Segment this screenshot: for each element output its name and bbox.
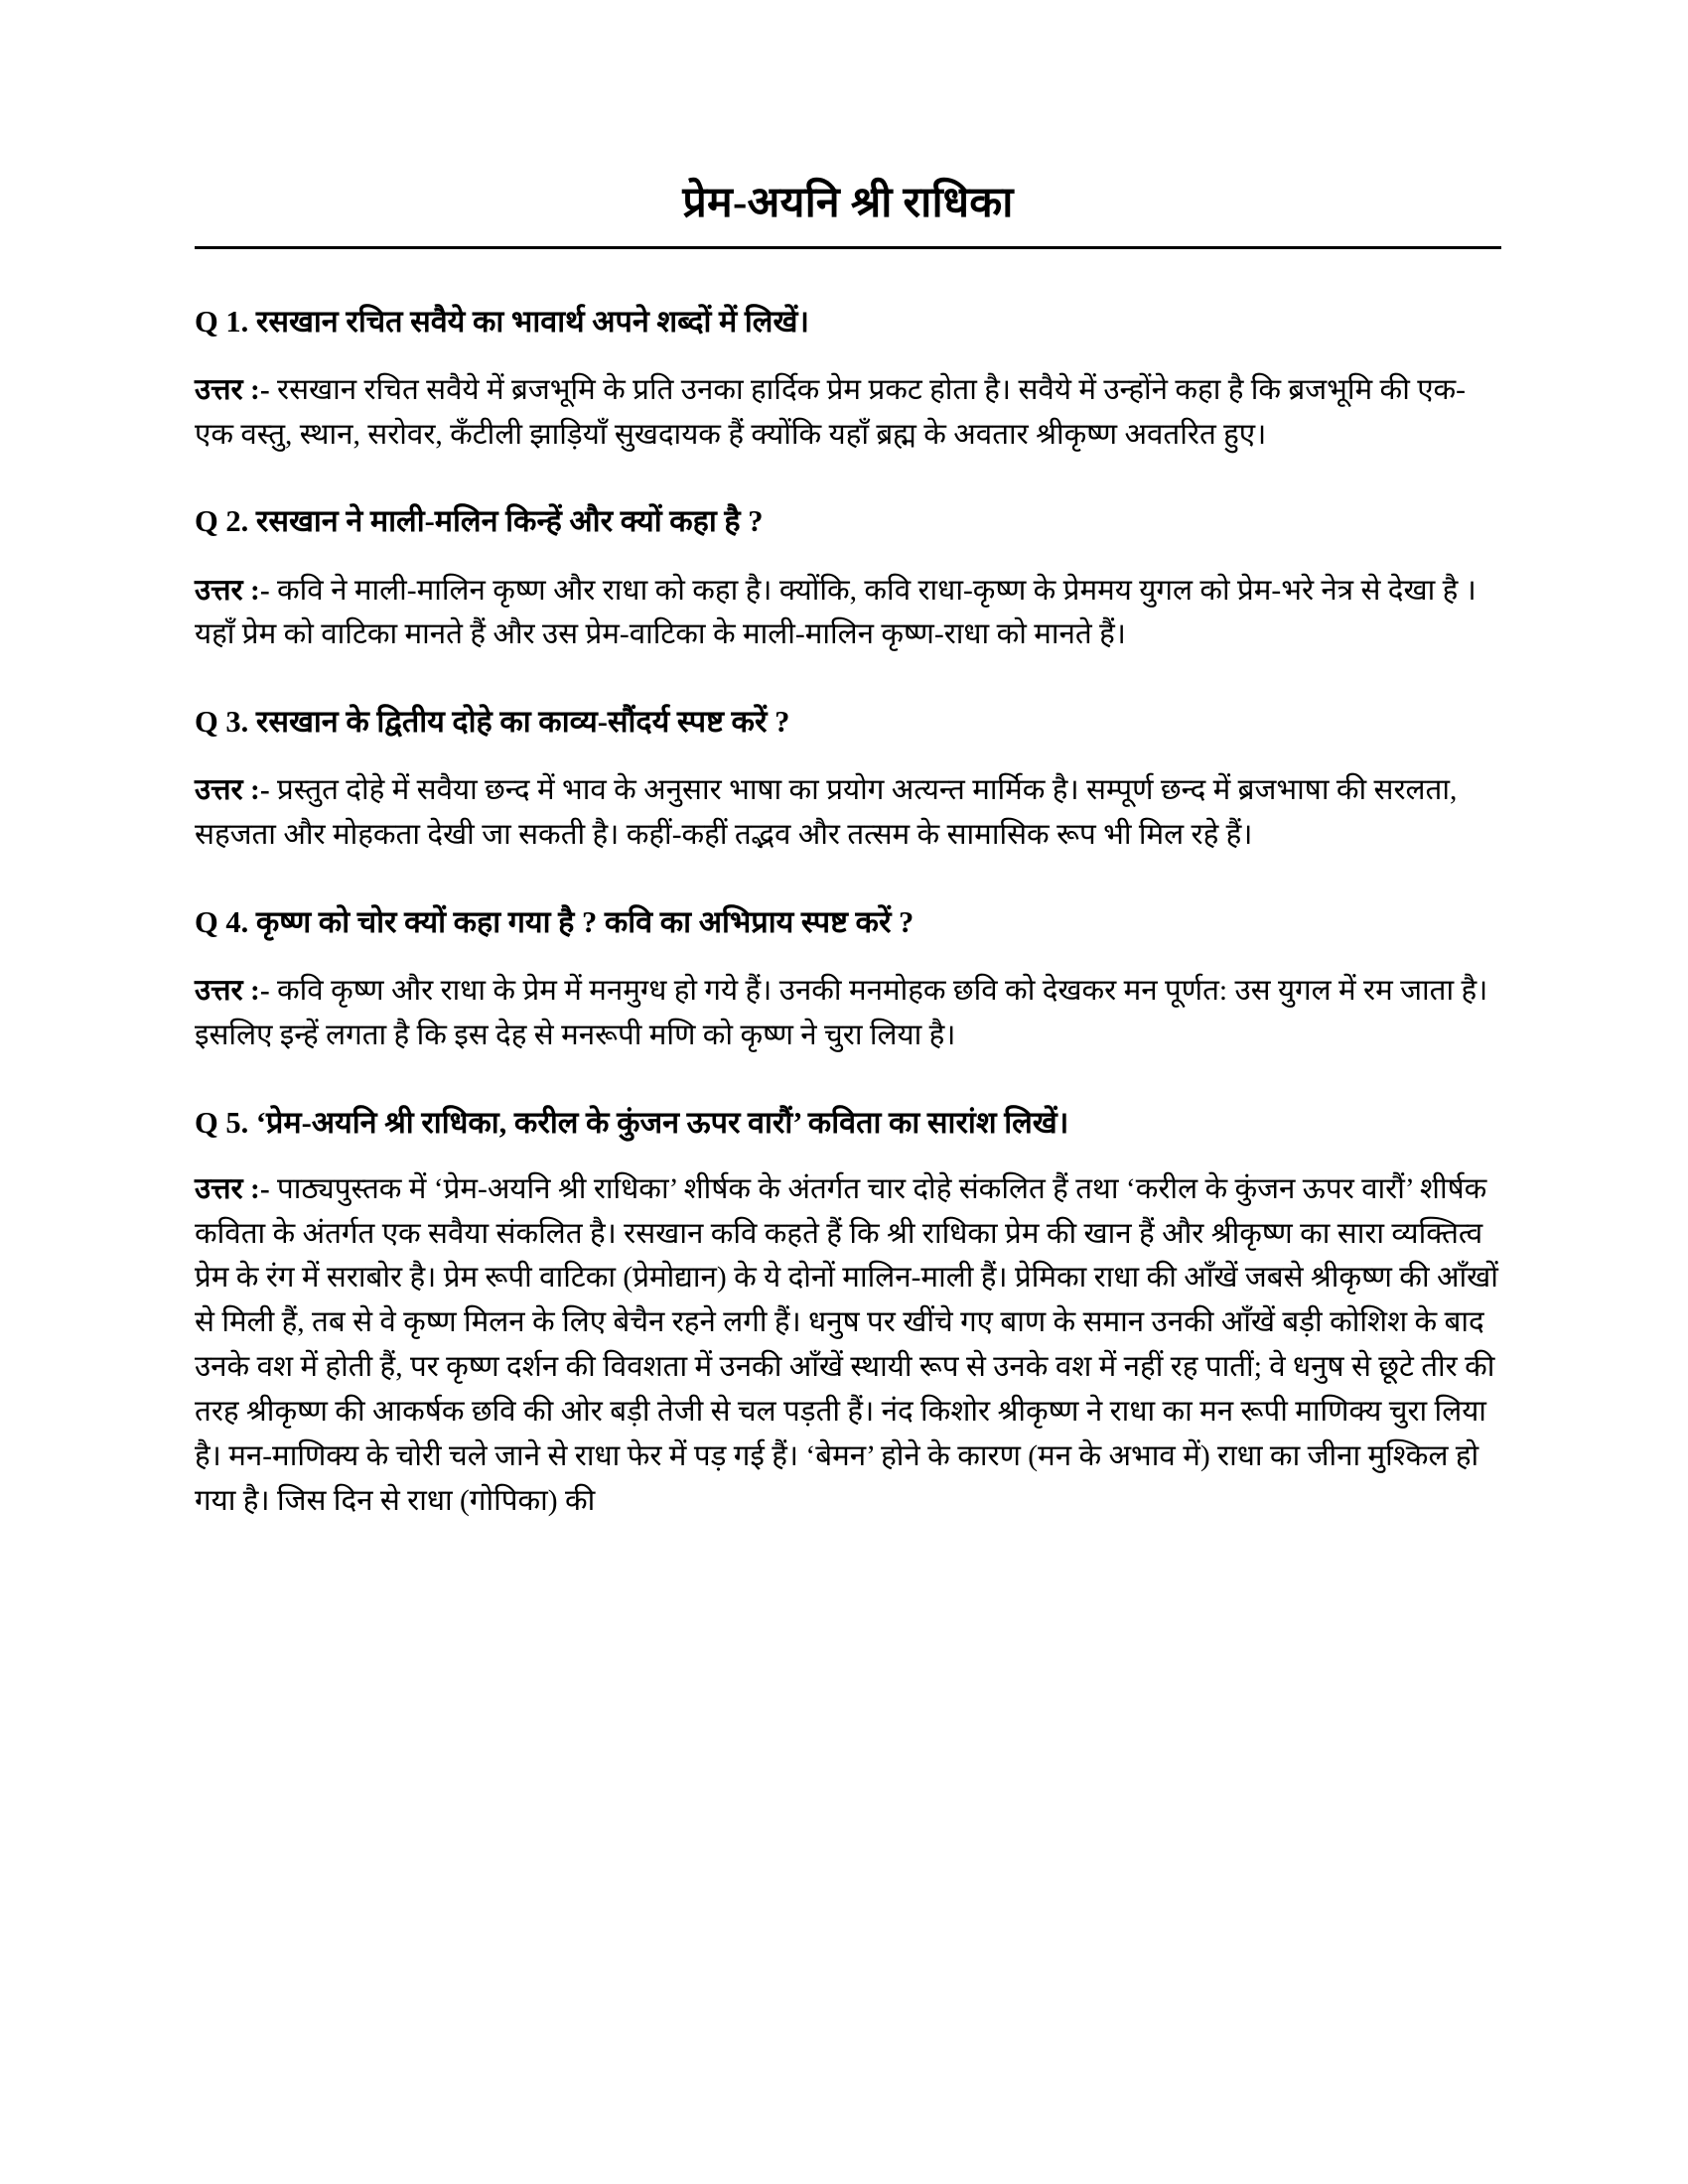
answer-paragraph <box>195 743 1501 858</box>
qa-item <box>195 657 1501 858</box>
answer-paragraph <box>195 543 1501 658</box>
page-content <box>195 0 1501 1523</box>
answer-text: पाठ्यपुस्तक में ‘प्रेम-अयनि श्री राधिका’ शीर्षक के अंतर्गत चार दोहे संकलित हैं तथा ‘करील के कुंजन ऊपर वारौं’ शीर्षक कविता के अंतर्गत एक सवैया संकलित है। रसखान कवि कहते हैं कि श्री राधिका प्रेम की खान हैं और श्रीकृष्ण का सारा व्यक्तित्व प्रेम के रंग में सराबोर है। प्रेम रूपी वाटिका (प्रेमोद्यान) के ये दोनों मालिन-माली हैं। प्रेमिका राधा की आँखें जबसे श्रीकृष्ण की आँखों से मिली हैं, तब से वे कृष्ण मिलन के लिए बेचैन रहने लगी हैं। धनुष पर खींचे गए बाण के समान उनकी आँखें बड़ी कोशिश के बाद उनके वश में होती हैं, पर कृष्ण दर्शन की विवशता में उनकी आँखें स्थायी रूप से उनके वश में नहीं रह पातीं; वे धनुष से छूटे तीर की तरह श्रीकृष्ण की आकर्षक छवि की ओर बड़ी तेजी से चल पड़ती हैं। नंद किशोर श्रीकृष्ण ने राधा का मन रूपी माणिक्य चुरा लिया है। मन-माणिक्य के चोरी चले जाने से राधा फेर में पड़ गई हैं। ‘बेमन’ होने के कारण (मन के अभाव में) राधा का जीना मुश्किल हो गया है। जिस दिन से राधा (गोपिका) की <box>195 1172 1498 1517</box>
answer-label: उत्तर :- <box>195 373 270 406</box>
question-heading: Q 1. रसखान रचित सवैये का भावार्थ अपने शब्दों में लिखें। <box>195 304 809 339</box>
answer-label: उत्तर :- <box>195 774 270 807</box>
question-heading: Q 3. रसखान के द्वितीय दोहे का काव्य-सौंदर्य स्पष्ट करें ? <box>195 705 790 740</box>
answer-text: कवि ने माली-मालिन कृष्ण और राधा को कहा है। क्योंकि, कवि राधा-कृष्ण के प्रेममय युगल को प्रेम-भरे नेत्र से देखा है । यहाँ प्रेम को वाटिका मानते हैं और उस प्रेम-वाटिका के माली-मालिन कृष्ण-राधा को मानते हैं। <box>195 574 1477 651</box>
answer-text: कवि कृष्ण और राधा के प्रेम में मनमुग्ध हो गये हैं। उनकी मनमोहक छवि को देखकर मन पूर्णत: उस युगल में रम जाता है। इसलिए इन्हें लगता है कि इस देह से मनरूपी मणि को कृष्ण ने चुरा लिया है। <box>195 975 1488 1051</box>
answer-label: उत्तर :- <box>195 1172 270 1205</box>
qa-item <box>195 1058 1501 1524</box>
answer-paragraph <box>195 342 1501 458</box>
page-title: प्रेम-अयनि श्री राधिका <box>682 180 1014 226</box>
qa-item <box>195 249 1501 458</box>
qa-item <box>195 457 1501 657</box>
question-heading: Q 5. ‘प्रेम-अयनि श्री राधिका, करील के कुंजन ऊपर वारौं’ कविता का सारांश लिखें। <box>195 1105 1069 1140</box>
question-heading: Q 4. कृष्ण को चोर क्यों कहा गया है ? कवि का अभिप्राय स्पष्ट करें ? <box>195 904 914 939</box>
question-heading: Q 2. रसखान ने माली-मलिन किन्हें और क्यों कहा है ? <box>195 504 764 539</box>
answer-label: उत्तर :- <box>195 574 270 607</box>
answer-paragraph <box>195 943 1501 1058</box>
answer-label: उत्तर :- <box>195 975 270 1008</box>
answer-text: प्रस्तुत दोहे में सवैया छन्द में भाव के अनुसार भाषा का प्रयोग अत्यन्त मार्मिक है। सम्पूर्ण छन्द में ब्रजभाषा की सरलता, सहजता और मोहकता देखी जा सकती है। कहीं-कहीं तद्भव और तत्सम के सामासिक रूप भी मिल रहे हैं। <box>195 774 1458 852</box>
qa-item <box>195 858 1501 1058</box>
answer-paragraph <box>195 1144 1501 1524</box>
answer-text: रसखान रचित सवैये में ब्रजभूमि के प्रति उनका हार्दिक प्रेम प्रकट होता है। सवैये में उन्होंने कहा है कि ब्रजभूमि की एक-एक वस्तु, स्थान, सरोवर, कँटीली झाड़ियाँ सुखदायक हैं क्योंकि यहाँ ब्रह्म के अवतार श्रीकृष्ण अवतरित हुए। <box>195 373 1467 451</box>
